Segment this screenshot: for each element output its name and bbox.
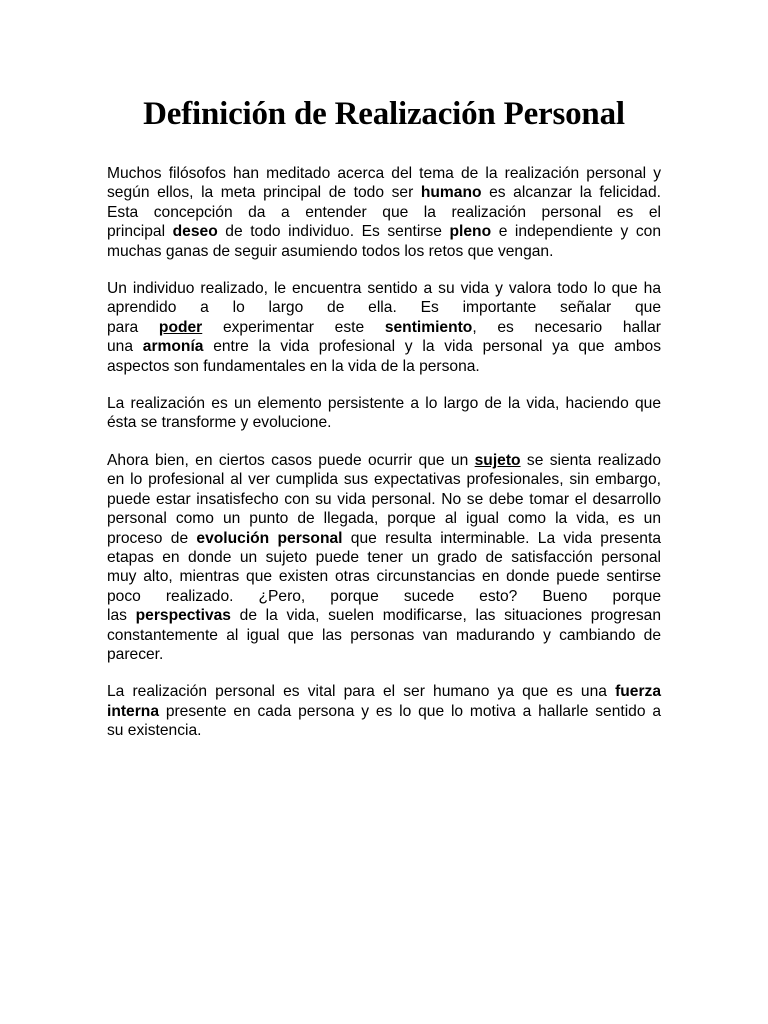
keyword-armonia: armonía xyxy=(142,338,204,356)
document-body xyxy=(107,164,661,759)
text-line: proceso de evolución personal que resulta interminable. La vida presenta xyxy=(107,529,661,547)
text-line: interna presente en cada persona y es lo que lo motiva a hallarle sentido a xyxy=(107,702,661,720)
paragraph-5 xyxy=(107,682,661,740)
text-line: La realización personal es vital para el ser humano ya que es una fuerza xyxy=(107,683,661,701)
text-line: para poder experimentar este sentimiento, es necesario hallar xyxy=(107,318,661,336)
keyword-evolucion-personal: evolución personal xyxy=(196,529,343,547)
text-line: muy alto, mientras que existen otras circunstancias en donde puede sentirse xyxy=(107,568,661,586)
text-line: Ahora bien, en ciertos casos puede ocurrir que un sujeto se sienta realizado xyxy=(107,451,661,469)
text-line: poco realizado. ¿Pero, porque sucede esto? Bueno porque xyxy=(107,587,661,605)
text-line: ésta se transforme y evolucione. xyxy=(107,414,332,432)
link-sujeto[interactable]: sujeto xyxy=(474,451,521,469)
text-line: su existencia. xyxy=(107,722,202,740)
keyword-sentimiento: sentimiento xyxy=(384,318,473,336)
text-line: aspectos son fundamentales en la vida de la persona. xyxy=(107,357,480,375)
text-line: según ellos, la meta principal de todo ser humano es alcanzar la felicidad. xyxy=(107,184,661,202)
text-line: Muchos filósofos han meditado acerca del tema de la realización personal y xyxy=(107,165,661,182)
keyword-pleno: pleno xyxy=(449,223,492,241)
keyword-interna: interna xyxy=(107,702,159,720)
paragraph-2 xyxy=(107,279,661,376)
text-line: Un individuo realizado, le encuentra sentido a su vida y valora todo lo que ha xyxy=(107,280,661,298)
text-line: aprendido a lo largo de ella. Es importante señalar que xyxy=(107,299,661,317)
keyword-humano: humano xyxy=(420,184,482,202)
text-line: principal deseo de todo individuo. Es sentirse pleno e independiente y con xyxy=(107,223,662,241)
paragraph-3 xyxy=(107,394,661,433)
keyword-deseo: deseo xyxy=(172,223,218,241)
link-poder[interactable]: poder xyxy=(158,318,203,336)
text-line: una armonía entre la vida profesional y la vida personal ya que ambos xyxy=(107,338,661,356)
text-line: parecer. xyxy=(107,645,164,663)
text-line: La realización es un elemento persistente a lo largo de la vida, haciendo que xyxy=(107,395,661,413)
paragraph-1 xyxy=(107,164,661,261)
keyword-perspectivas: perspectivas xyxy=(135,607,231,625)
text-line: Esta concepción da a entender que la realización personal es el xyxy=(107,203,661,221)
text-line: puede estar insatisfecho con su vida personal. No se debe tomar el desarrollo xyxy=(107,490,661,508)
text-line: las perspectivas de la vida, suelen modificarse, las situaciones progresan xyxy=(107,607,661,625)
paragraph-4 xyxy=(107,451,661,664)
document-title: Definición de Realización Personal xyxy=(143,96,625,132)
keyword-fuerza: fuerza xyxy=(615,683,661,701)
text-line: constantemente al igual que las personas van madurando y cambiando de xyxy=(107,626,661,644)
text-line: en lo profesional al ver cumplida sus expectativas profesionales, sin embargo, xyxy=(107,471,661,489)
text-line: muchas ganas de seguir asumiendo todos los retos que vengan. xyxy=(107,242,554,260)
text-line: etapas en donde un sujeto puede tener un grado de satisfacción personal xyxy=(107,548,661,566)
text-line: personal como un punto de llegada, porque al igual como la vida, es un xyxy=(107,510,661,528)
